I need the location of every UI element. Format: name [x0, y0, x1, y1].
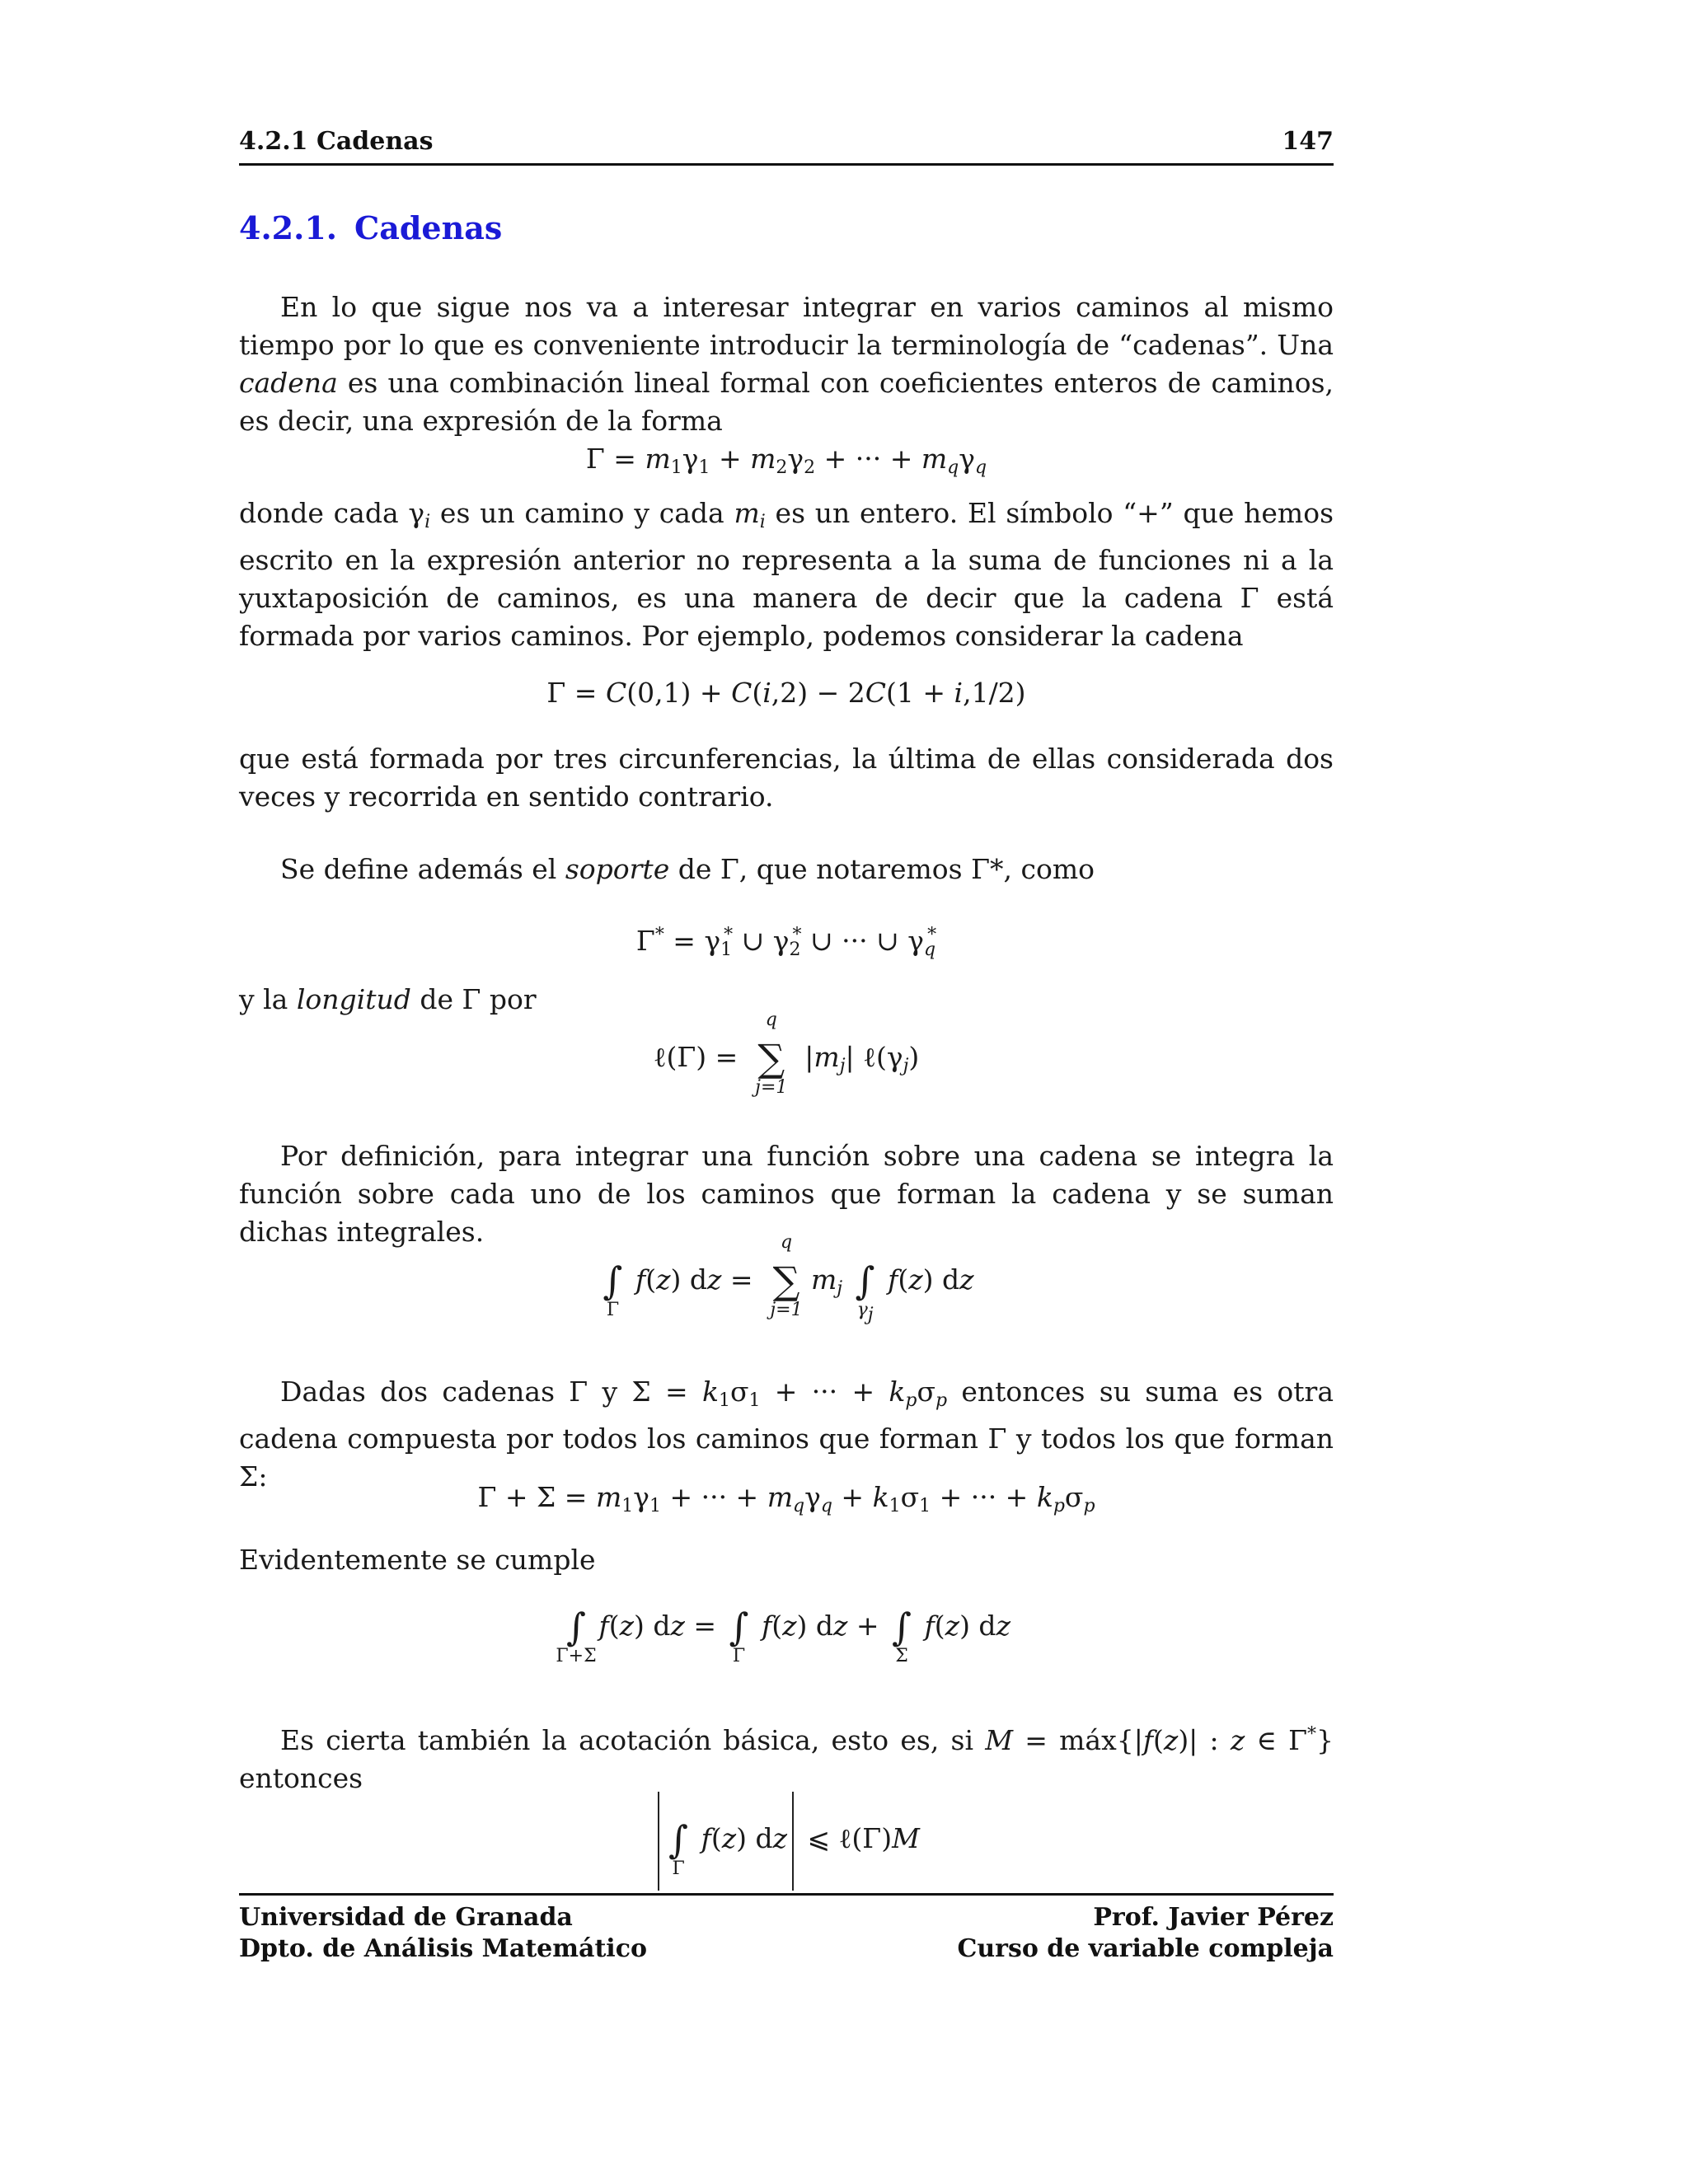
emphasis: cadena [239, 367, 338, 399]
equation-chain-sum: $\Gamma + \Sigma = m_1\gamma_1$ + ··· + $m_q\gamma_q + k_1\sigma_1$ + ··· + $k_p\sigma_p$ [477, 1481, 1095, 1516]
paragraph-4 [239, 851, 1334, 888]
text: Se define además el [280, 853, 565, 885]
equation-basic-bound: ∫ Γ f(z) dz ⩽ ℓ(Γ)M [239, 1792, 1334, 1891]
text: Dadas dos cadenas Γ y Σ = [280, 1376, 702, 1408]
text: es una combinación lineal formal con coeficientes enteros de caminos, es decir, una expresión de la forma [239, 367, 1334, 437]
paragraph-1 [239, 288, 1334, 440]
text: En lo que sigue nos va a interesar integrar en varios caminos al mismo tiempo por lo que es conveniente introducir la terminología de “cadenas”. Una [239, 291, 1334, 361]
text: es un entero. El símbolo “+” que hemos escrito en la expresión anterior no representa a la suma de funciones ni a la yuxtaposición de caminos, es una manera de decir que la cadena Γ está formada por varios caminos. Por ejemplo, podemos considerar la cadena [239, 497, 1334, 652]
equation-chain-definition: $\Gamma = m_1\gamma_1 + m_2\gamma_2$ + ··· + $m_q\gamma_q$ [585, 443, 987, 478]
equation-support: $\Gamma^* = \gamma_1^*$ ∪ $\gamma_2^*$ ∪ ··· ∪ $\gamma_q^*$ [635, 925, 937, 960]
text: entonces su suma es otra cadena compuesta por todos los caminos que forman Γ y todos los que forman Σ: [239, 1376, 1334, 1493]
text: Es cierta también la acotación básica, esto es, si [280, 1724, 986, 1756]
paragraph-2: donde cada $\gamma_i$ es un camino y cada $m_i$ es un entero. El símbolo “+” que hemos escrito en la expresión anterior no representa a la suma de funciones ni a la yuxtaposición de caminos, es una manera de decir que la cadena Γ está formada por varios caminos. Por ejemplo, podemos considerar la cadena [239, 497, 1334, 652]
text: entonces [239, 1762, 363, 1794]
page-number: 147 [1282, 127, 1334, 156]
footer-university: Universidad de Granada [239, 1903, 573, 1932]
footer-author: Prof. Javier Pérez [1093, 1903, 1334, 1932]
section-number: 4.2.1. [239, 209, 338, 246]
equation-length: ℓ(Γ) = ∑ q j=1 $|m_j|$ $\ell(\gamma_j)$ [653, 1010, 920, 1098]
equation-sum-integral: ∫ Γ+Σ f(z) dz = ∫ Γ f(z) dz + ∫ Σ f(z) dz [556, 1605, 1010, 1666]
paragraph-7: Dadas dos cadenas Γ y $\Sigma = k_1\sigma_1$ + ··· + $k_p\sigma_p$ entonces su suma es otra cadena compuesta por todos los caminos que forman Γ y todos los que forman Σ: [239, 1376, 1334, 1493]
section-heading [239, 208, 502, 249]
section-title: Cadenas [354, 209, 503, 246]
page-footer [239, 1893, 1334, 1963]
equation-chain-example: Γ = C(0,1) + C(i,2) − 2C(1 + i,1/2) [546, 677, 1026, 709]
text: de Γ por [410, 983, 537, 1015]
paragraph-8: Evidentemente se cumple [239, 1544, 596, 1576]
footer-right [957, 1902, 1334, 1965]
footer-course: Curso de variable compleja [957, 1934, 1334, 1963]
paragraph-6: Por definición, para integrar una función sobre una cadena se integra la función sobre cada uno de los caminos que forman la cadena y se suman dichas integrales. [239, 1140, 1334, 1248]
text: donde cada [239, 497, 409, 529]
paragraph-9: Es cierta también la acotación básica, esto es, si M = máx{|f(z)| : z ∈ Γ*} entonces [239, 1724, 1334, 1794]
paragraph-3: que está formada por tres circunferencias, la última de ellas considerada dos veces y recorrida en sentido contrario. [239, 743, 1334, 813]
equation-chain-integral: ∫ Γ f(z) dz = ∑ q j=1 $m_j$ ∫ γj f(z) dz [603, 1232, 974, 1325]
header-section-title: 4.2.1 Cadenas [239, 127, 434, 156]
text: de Γ, que notaremos Γ*, como [669, 853, 1095, 885]
text: y la [239, 983, 297, 1015]
text: es un camino y cada [430, 497, 734, 529]
emphasis: longitud [296, 983, 411, 1015]
emphasis: soporte [565, 853, 670, 885]
footer-department: Dpto. de Análisis Matemático [239, 1934, 647, 1963]
footer-left [239, 1902, 647, 1965]
running-header [239, 124, 1334, 166]
